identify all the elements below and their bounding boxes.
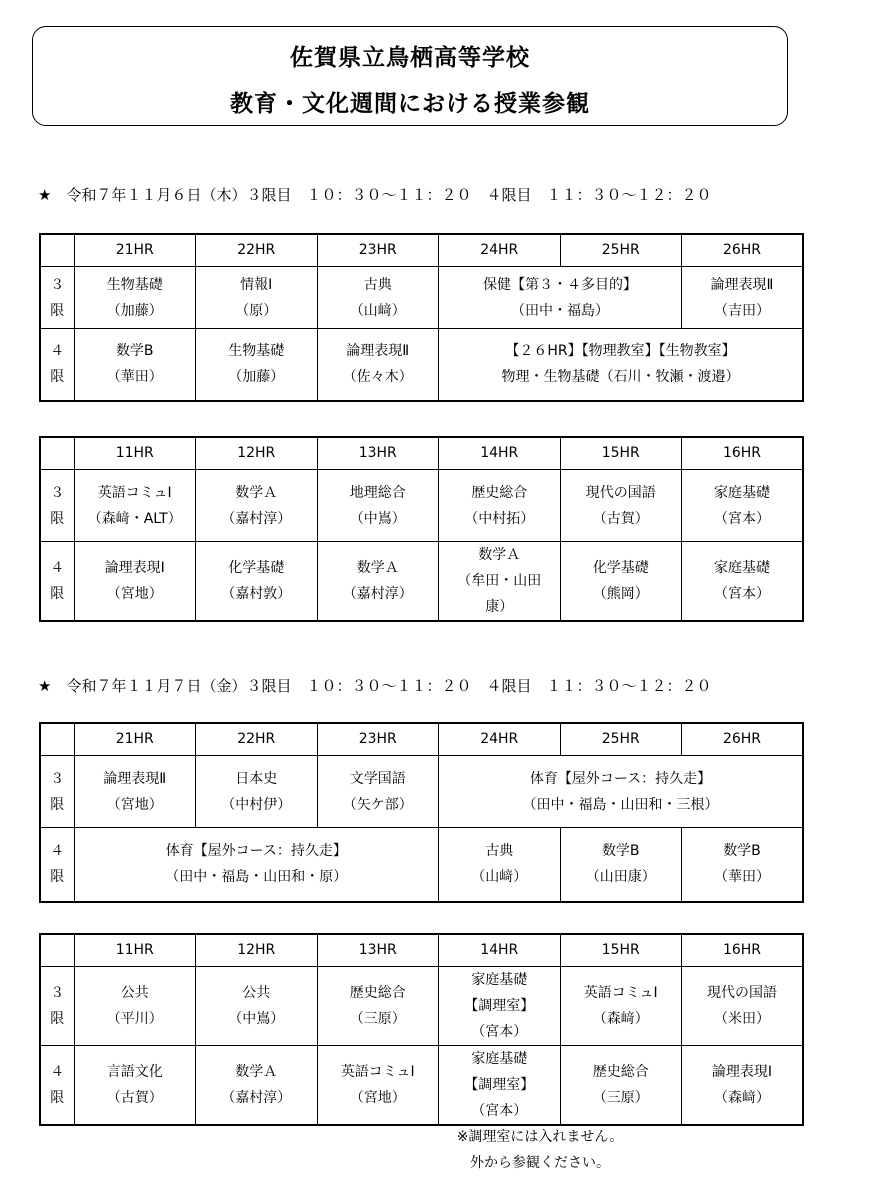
homeroom-header: 11HR [74, 437, 196, 470]
homeroom-header: 12HR [196, 437, 318, 470]
class-cell [74, 470, 196, 542]
subject-text: 英語コミュⅠ [340, 1064, 415, 1080]
homeroom-header: 25HR [560, 723, 682, 756]
subject-text: 英語コミュⅠ [583, 985, 658, 1001]
subject-text: 言語文化 [106, 1064, 163, 1080]
period-label-char: 限 [50, 369, 65, 386]
period-label-char: 限 [50, 302, 65, 319]
teacher-text: （森﨑・ALT） [87, 510, 182, 527]
subject-text: 化学基礎 [228, 560, 285, 576]
homeroom-header: 16HR [682, 437, 804, 470]
class-cell [439, 470, 561, 542]
period-row [40, 470, 803, 542]
class-cell [560, 967, 682, 1046]
subject-text: 論理表現Ⅱ [103, 770, 167, 787]
class-cell [682, 967, 804, 1046]
day2-heading: ★ 令和７年１１月７日（金）３限目 １０：３０〜１１：２０ ４限目 １１：３０〜１２：２０ [38, 677, 712, 695]
teacher-text: （三原） [349, 1011, 406, 1027]
teacher-text: （中村伊） [221, 796, 292, 813]
period-label-char: ３ [50, 985, 65, 1001]
period-label-char: ４ [50, 843, 65, 860]
subject-text: 保健【第３・４多目的】 [483, 276, 637, 293]
teacher-text: 【調理室】 [464, 1077, 535, 1093]
class-cell [439, 1046, 561, 1126]
period-row [40, 967, 803, 1046]
class-cell [196, 329, 318, 401]
class-cell [317, 1046, 439, 1126]
period-label-char: 限 [50, 1090, 65, 1106]
subject-text: 家庭基礎 [714, 484, 770, 501]
teacher-text: （田中・福島・山田和・原） [165, 869, 348, 886]
teacher-text: （森﨑） [592, 1011, 649, 1027]
homeroom-header: 16HR [682, 934, 804, 967]
teacher-text: （加藤） [228, 369, 285, 386]
subject-text: 数学B [601, 843, 640, 860]
subject-text: 数学Ａ [478, 547, 521, 563]
subject-text: 家庭基礎 [714, 560, 770, 576]
subject-text: 古典 [363, 276, 392, 293]
period-label [40, 470, 74, 542]
teacher-text: （宮本） [471, 1103, 528, 1119]
homeroom-header: 22HR [196, 723, 318, 756]
homeroom-header: 23HR [317, 723, 439, 756]
note-line: ※調理室には入れません。 [456, 1129, 624, 1145]
class-cell [196, 542, 318, 622]
subject-text: 化学基礎 [592, 560, 649, 576]
homeroom-header: 26HR [682, 234, 804, 267]
teacher-text: （田中・福島・山田和・三根） [522, 796, 719, 813]
subject-text: 数学B [115, 343, 154, 360]
class-cell [317, 967, 439, 1046]
teacher-text: （宮地） [106, 586, 163, 602]
teacher-text: （宮本） [714, 510, 770, 527]
class-cell [560, 542, 682, 622]
subject-text: 体育【屋外コース：持久走】 [165, 843, 347, 860]
class-cell [74, 542, 196, 622]
class-cell [317, 756, 439, 828]
class-cell [317, 267, 439, 329]
teacher-text: （牟田・山田 [457, 573, 542, 589]
period-label-char: ３ [50, 770, 65, 787]
teacher-text: （嘉村淳） [221, 1090, 292, 1106]
homeroom-header: 14HR [439, 934, 561, 967]
teacher-text: （佐々木） [342, 369, 413, 386]
subject-text: 体育【屋外コース：持久走】 [529, 770, 712, 787]
subject-text: 公共 [242, 985, 271, 1001]
teacher-text: （田中・福島） [511, 302, 609, 319]
period-label-char: ３ [50, 276, 65, 293]
class-cell [439, 967, 561, 1046]
subject-text: 家庭基礎 [471, 972, 528, 988]
period-label [40, 267, 74, 329]
subject-text: 歴史総合 [592, 1064, 649, 1080]
homeroom-header: 11HR [74, 934, 196, 967]
subject-text: 数学Ａ [235, 1064, 278, 1080]
teacher-text: （森﨑） [714, 1090, 770, 1106]
period-label [40, 1046, 74, 1126]
event-title: 教育・文化週間における授業参観 [230, 91, 590, 117]
subject-text: 論理表現Ⅰ [104, 560, 165, 576]
teacher-text: （山﨑） [471, 869, 528, 886]
day1-heading: ★ 令和７年１１月６日（木）３限目 １０：３０〜１１：２０ ４限目 １１：３０〜１２：２０ [38, 186, 712, 204]
homeroom-header: 23HR [317, 234, 439, 267]
subject-text: 現代の国語 [707, 985, 777, 1001]
class-cell [196, 470, 318, 542]
period-row [40, 542, 803, 622]
subject-text: 論理表現Ⅱ [346, 343, 410, 360]
class-cell [74, 267, 196, 329]
subject-text: 公共 [120, 985, 149, 1001]
subject-text: 情報Ⅰ [240, 276, 273, 293]
timetable [39, 233, 804, 402]
subject-text: 歴史総合 [349, 985, 406, 1001]
class-cell [317, 329, 439, 401]
note-line: 外から参観ください。 [470, 1155, 610, 1171]
corner-cell [40, 234, 74, 267]
subject-text: 現代の国語 [585, 484, 656, 501]
subject-text: 古典 [485, 843, 514, 860]
class-cell [196, 756, 318, 828]
subject-text: 日本史 [235, 770, 278, 787]
class-cell [74, 756, 196, 828]
class-cell [560, 1046, 682, 1126]
period-row [40, 828, 803, 902]
subject-text: 数学B [723, 843, 761, 860]
corner-cell [40, 934, 74, 967]
class-cell [74, 828, 439, 902]
teacher-text: （米田） [714, 1011, 770, 1027]
class-cell [74, 329, 196, 401]
class-cell [317, 470, 439, 542]
teacher-text: （山﨑） [349, 302, 406, 319]
teacher-text: 【調理室】 [464, 998, 535, 1014]
homeroom-header: 21HR [74, 723, 196, 756]
teacher-text: （三原） [592, 1090, 649, 1106]
class-cell [560, 470, 682, 542]
period-label-char: 限 [50, 510, 65, 527]
period-label-char: 限 [50, 586, 65, 602]
homeroom-header: 24HR [439, 234, 561, 267]
period-row [40, 1046, 803, 1126]
teacher-text: （嘉村淳） [221, 510, 292, 527]
teacher-text: （原） [235, 302, 278, 319]
class-cell [682, 1046, 804, 1126]
class-cell [196, 1046, 318, 1126]
teacher-text: （宮地） [106, 796, 163, 813]
period-label-char: ４ [50, 560, 65, 576]
note [440, 1124, 640, 1176]
class-cell [682, 828, 804, 902]
subject-text: 文学国語 [349, 770, 406, 787]
homeroom-header: 26HR [682, 723, 804, 756]
subject-text: 論理表現Ⅱ [710, 276, 774, 293]
school-name: 佐賀県立鳥栖高等学校 [290, 45, 530, 71]
subject-text: 【２６HR】【物理教室】【生物教室】 [505, 343, 736, 360]
teacher-text: （宮地） [349, 1090, 406, 1106]
class-cell [439, 329, 804, 401]
period-label [40, 542, 74, 622]
class-cell [439, 756, 804, 828]
period-label [40, 828, 74, 902]
subject-text: 論理表現Ⅰ [711, 1064, 773, 1080]
subject-text: 英語コミュⅠ [97, 484, 172, 501]
teacher-text: （宮本） [714, 586, 770, 602]
homeroom-header: 13HR [317, 934, 439, 967]
class-cell [439, 267, 682, 329]
teacher-text: （嘉村敦） [221, 586, 292, 602]
homeroom-header: 22HR [196, 234, 318, 267]
homeroom-header: 13HR [317, 437, 439, 470]
period-label [40, 756, 74, 828]
class-cell [682, 542, 804, 622]
teacher-text: （古賀） [592, 510, 649, 527]
class-cell [560, 828, 682, 902]
period-label-char: ４ [50, 343, 65, 360]
title-box [32, 26, 788, 126]
homeroom-header: 21HR [74, 234, 196, 267]
teacher-text: （熊岡） [592, 586, 649, 602]
period-label-char: 限 [50, 796, 65, 813]
teacher-text: （中嶌） [349, 510, 406, 527]
teacher-text: （吉田） [714, 302, 770, 319]
class-cell [682, 470, 804, 542]
period-label-char: ４ [50, 1064, 65, 1080]
teacher-text: （中嶌） [228, 1011, 285, 1027]
subject-text: 数学Ａ [235, 484, 278, 501]
class-cell [196, 967, 318, 1046]
period-row [40, 756, 803, 828]
teacher-text: （山田康） [585, 869, 656, 886]
class-cell [74, 967, 196, 1046]
teacher-text: （平川） [106, 1011, 163, 1027]
class-cell [439, 542, 561, 622]
period-row [40, 329, 803, 401]
teacher-text: （宮本） [471, 1024, 528, 1040]
homeroom-header: 24HR [439, 723, 561, 756]
teacher-text: （古賀） [106, 1090, 163, 1106]
class-cell [682, 267, 804, 329]
period-label-char: 限 [50, 869, 65, 886]
teacher-text: （嘉村淳） [342, 586, 413, 602]
timetable [39, 436, 804, 622]
teacher-text: （矢ケ部） [342, 796, 413, 813]
period-label [40, 329, 74, 401]
subject-text: 生物基礎 [228, 343, 285, 360]
class-cell [196, 267, 318, 329]
class-cell [74, 1046, 196, 1126]
homeroom-header: 25HR [560, 234, 682, 267]
homeroom-header: 15HR [560, 934, 682, 967]
teacher-text: （加藤） [106, 302, 163, 319]
homeroom-header: 14HR [439, 437, 561, 470]
subject-text: 歴史総合 [471, 484, 528, 501]
subject-text: 地理総合 [349, 484, 406, 501]
teacher-text: （華田） [714, 869, 770, 886]
teacher-text: 康） [485, 599, 514, 615]
class-cell [317, 542, 439, 622]
class-cell [439, 828, 561, 902]
teacher-text: 物理・生物基礎（石川・牧瀬・渡邉） [501, 369, 740, 386]
subject-text: 数学Ａ [356, 560, 399, 576]
subject-text: 家庭基礎 [471, 1051, 528, 1067]
timetable [39, 722, 804, 903]
subject-text: 生物基礎 [106, 276, 163, 293]
homeroom-header: 15HR [560, 437, 682, 470]
period-label-char: 限 [50, 1011, 65, 1027]
homeroom-header: 12HR [196, 934, 318, 967]
teacher-text: （中村拓） [464, 510, 535, 527]
period-row [40, 267, 803, 329]
teacher-text: （華田） [106, 369, 163, 386]
corner-cell [40, 437, 74, 470]
period-label [40, 967, 74, 1046]
timetable [39, 933, 804, 1126]
period-label-char: ３ [50, 484, 65, 501]
corner-cell [40, 723, 74, 756]
